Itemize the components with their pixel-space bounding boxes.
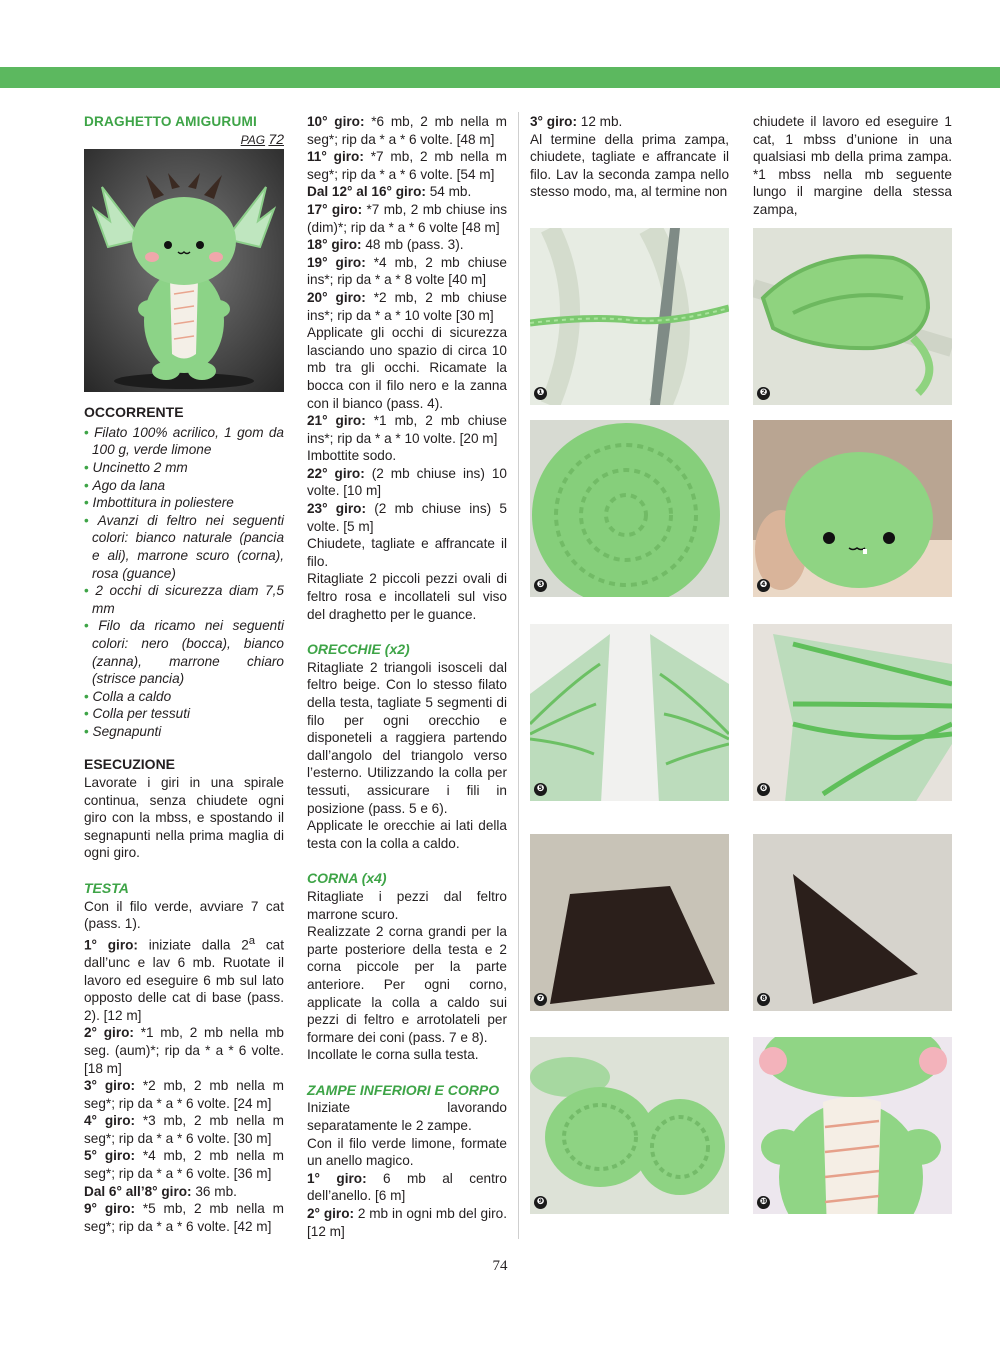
round-row: 1° giro: 6 mb al centro dell’anello. [6 m] [307, 1170, 507, 1204]
corna-text: Ritagliate i pezzi dal feltro marrone scuro. [307, 888, 507, 922]
column-1 [84, 113, 284, 1235]
round-row: 9° giro: *5 mb, 2 mb nella m seg*; rip da * a * 6 volte. [42 m] [84, 1201, 284, 1234]
step-photo-2 [753, 228, 952, 405]
list-item: • Imbottitura in poliestere [84, 494, 284, 512]
round-row: 18° giro: 48 mb (pass. 3). [307, 237, 464, 253]
step-photo-6 [753, 624, 952, 801]
column-4 [753, 113, 952, 219]
page-reference[interactable]: PAG 72 [240, 130, 284, 147]
header-color-bar [0, 67, 1000, 88]
zampe-text: Al termine della prima zampa, chiudete, tagliate e affrancate il filo. Lav la seconda zampa nello stesso modo, ma, al termine non [530, 131, 729, 200]
orecchie-text: Applicate le orecchie ai lati della testa con la colla a caldo. [307, 818, 507, 851]
orecchie-text: Ritagliate 2 triangoli isosceli dal feltro beige. Con lo stesso filato della testa, tagliate 5 segmenti di filo per ogni orecchio e disponeteli a raggiera partendo dall’angolo del triangolo verso l’esterno. Utilizzando la colla per tessuti, assicurare i fili in posizione (pass. 5 e 6). [307, 659, 507, 816]
materials-list [84, 424, 284, 741]
orecchie-heading: ORECCHIE (x2) [307, 641, 410, 658]
pattern-title: DRAGHETTO AMIGURUMI [84, 114, 257, 129]
step-badge: ❹ [757, 579, 770, 592]
list-item: • Colla per tessuti [84, 705, 284, 723]
step-badge: ❻ [757, 783, 770, 796]
list-item: • Avanzi di feltro nei seguenti colori: bianco naturale (pancia e ali), marrone scuro (corna), rosa (guance) [84, 512, 284, 582]
round-row: 23° giro: (2 mb chiuse ins) 5 volte. [5 m] [307, 501, 507, 534]
zampe-text: chiudete il lavoro ed eseguire 1 cat, 1 mbss d’unione in una qualsiasi mb della prima zampa. *1 mbss nella mb seguente lungo il margine della stessa zampa, [753, 114, 952, 217]
round-row: 11° giro: *7 mb, 2 mb nella m seg*; rip da * a * 6 volte. [54 m] [307, 149, 507, 182]
round-row: 17° giro: *7 mb, 2 mb chiuse ins (dim)*; rip da * a * 6 volte [48 m] [307, 201, 507, 235]
step-photo-7 [530, 834, 729, 1011]
eyes-note: Applicate gli occhi di sicurezza lasciando uno spazio di circa 10 mb tra gli occhi. Ricamate la bocca con il filo nero e la zanna con il bianco (pass. 4). [307, 325, 507, 411]
round-row: 2° giro: *1 mb, 2 mb nella mb seg. (aum)*; rip da * a * 6 volte. [18 m] [84, 1025, 284, 1076]
round-row: 10° giro: *6 mb, 2 mb nella m seg*; rip da * a * 6 volte. [48 m] [307, 114, 507, 147]
step-badge: ❸ [534, 579, 547, 592]
dragon-illustration [84, 149, 284, 392]
round-row: 3° giro: 12 mb. [530, 114, 623, 129]
round-row: 1° giro: iniziate dalla 2$^a$ cat dall’unc e lav 6 mb. Ruotate il lavoro ed eseguire 6 mb sul lato opposto delle cat di base (pass. 2). [12 m] [84, 934, 284, 1023]
esecuzione-heading: ESECUZIONE [84, 756, 176, 773]
testa-heading: TESTA [84, 880, 129, 897]
step-badge: ❶ [534, 387, 547, 400]
step-photo-8 [753, 834, 952, 1011]
list-item: • Colla a caldo [84, 688, 284, 706]
column-3 [530, 113, 729, 201]
zampe-heading: ZAMPE INFERIORI E CORPO [307, 1081, 500, 1098]
stuff-note: Imbottite sodo. [307, 448, 397, 464]
list-item: • 2 occhi di sicurezza diam 7,5 mm [84, 582, 284, 617]
page-number: 74 [492, 1258, 508, 1274]
step-photo-10 [753, 1037, 952, 1214]
dragon-hero-photo [84, 149, 284, 392]
step-photo-1 [530, 228, 729, 405]
round-row: Dal 6° all’8° giro: 36 mb. [84, 1183, 237, 1199]
round-row: 22° giro: (2 mb chiuse ins) 10 volte. [10 m] [307, 465, 507, 499]
round-row: 19° giro: *4 mb, 2 mb chiuse ins*; rip da * a * 8 volte [40 m] [307, 254, 507, 288]
step-photo-3 [530, 420, 729, 597]
corna-text: Realizzate 2 corna grandi per la parte posteriore della testa e 2 corna piccole per la parte anteriore. Per ogni corno, applicate la colla a caldo sui pezzi di feltro e arrotolateli per formare dei coni (pass. 7 e 8). [307, 924, 507, 1045]
list-item: • Uncinetto 2 mm [84, 459, 284, 477]
corna-heading: CORNA (x4) [307, 870, 387, 887]
testa-start: Con il filo verde, avviare 7 cat (pass. 1). [84, 898, 284, 932]
round-row: Dal 12° al 16° giro: 54 mb. [307, 184, 472, 200]
step-photo-4 [753, 420, 952, 597]
step-photo-9 [530, 1037, 729, 1214]
round-row: 20° giro: *2 mb, 2 mb chiuse ins*; rip da * a * 10 volte [30 m] [307, 289, 507, 323]
step-badge: ❽ [757, 993, 770, 1006]
close-note: Chiudete, tagliate e affrancate il filo. [307, 536, 507, 569]
occorrente-heading: OCCORRENTE [84, 404, 184, 421]
step-badge: ❼ [534, 993, 547, 1006]
esecuzione-intro: Lavorate i giri in una spirale continua, senza chiudete ogni giro con la mbss, e spostando il segnapunti nella prima maglia di ogni giro. [84, 775, 284, 861]
list-item: • Filato 100% acrilico, 1 gom da 100 g, verde limone [84, 424, 284, 459]
step-badge: ❷ [757, 387, 770, 400]
list-item: • Segnapunti [84, 723, 284, 741]
cheeks-note: Ritagliate 2 piccoli pezzi ovali di feltro rosa e incollateli sul viso del draghetto per le guance. [307, 571, 507, 622]
zampe-text: Con il filo verde limone, formate un anello magico. [307, 1135, 507, 1169]
zampe-text: Iniziate lavorando separatamente le 2 zampe. [307, 1100, 507, 1134]
step-badge: ❿ [757, 1196, 770, 1209]
step-badge: ❺ [534, 783, 547, 796]
round-row: 21° giro: *1 mb, 2 mb chiuse ins*; rip da * a * 10 volte. [20 m] [307, 413, 507, 446]
list-item: • Ago da lana [84, 477, 284, 495]
column-2 [307, 113, 507, 1240]
column-divider [518, 112, 519, 1239]
round-row: 5° giro: *4 mb, 2 mb nella m seg*; rip da * a * 6 volte. [36 m] [84, 1148, 284, 1182]
round-row: 4° giro: *3 mb, 2 mb nella m seg*; rip da * a * 6 volte. [30 m] [84, 1113, 284, 1146]
round-row: 2° giro: 2 mb in ogni mb del giro. [12 m] [307, 1206, 507, 1239]
step-photo-5 [530, 624, 729, 801]
round-row: 3° giro: *2 mb, 2 mb nella m seg*; rip da * a * 6 volte. [24 m] [84, 1078, 284, 1111]
step-badge: ❾ [534, 1196, 547, 1209]
list-item: • Filo da ricamo nei seguenti colori: nero (bocca), bianco (zanna), marrone chiaro (strisce pancia) [84, 617, 284, 687]
corna-text: Incollate le corna sulla testa. [307, 1047, 479, 1063]
